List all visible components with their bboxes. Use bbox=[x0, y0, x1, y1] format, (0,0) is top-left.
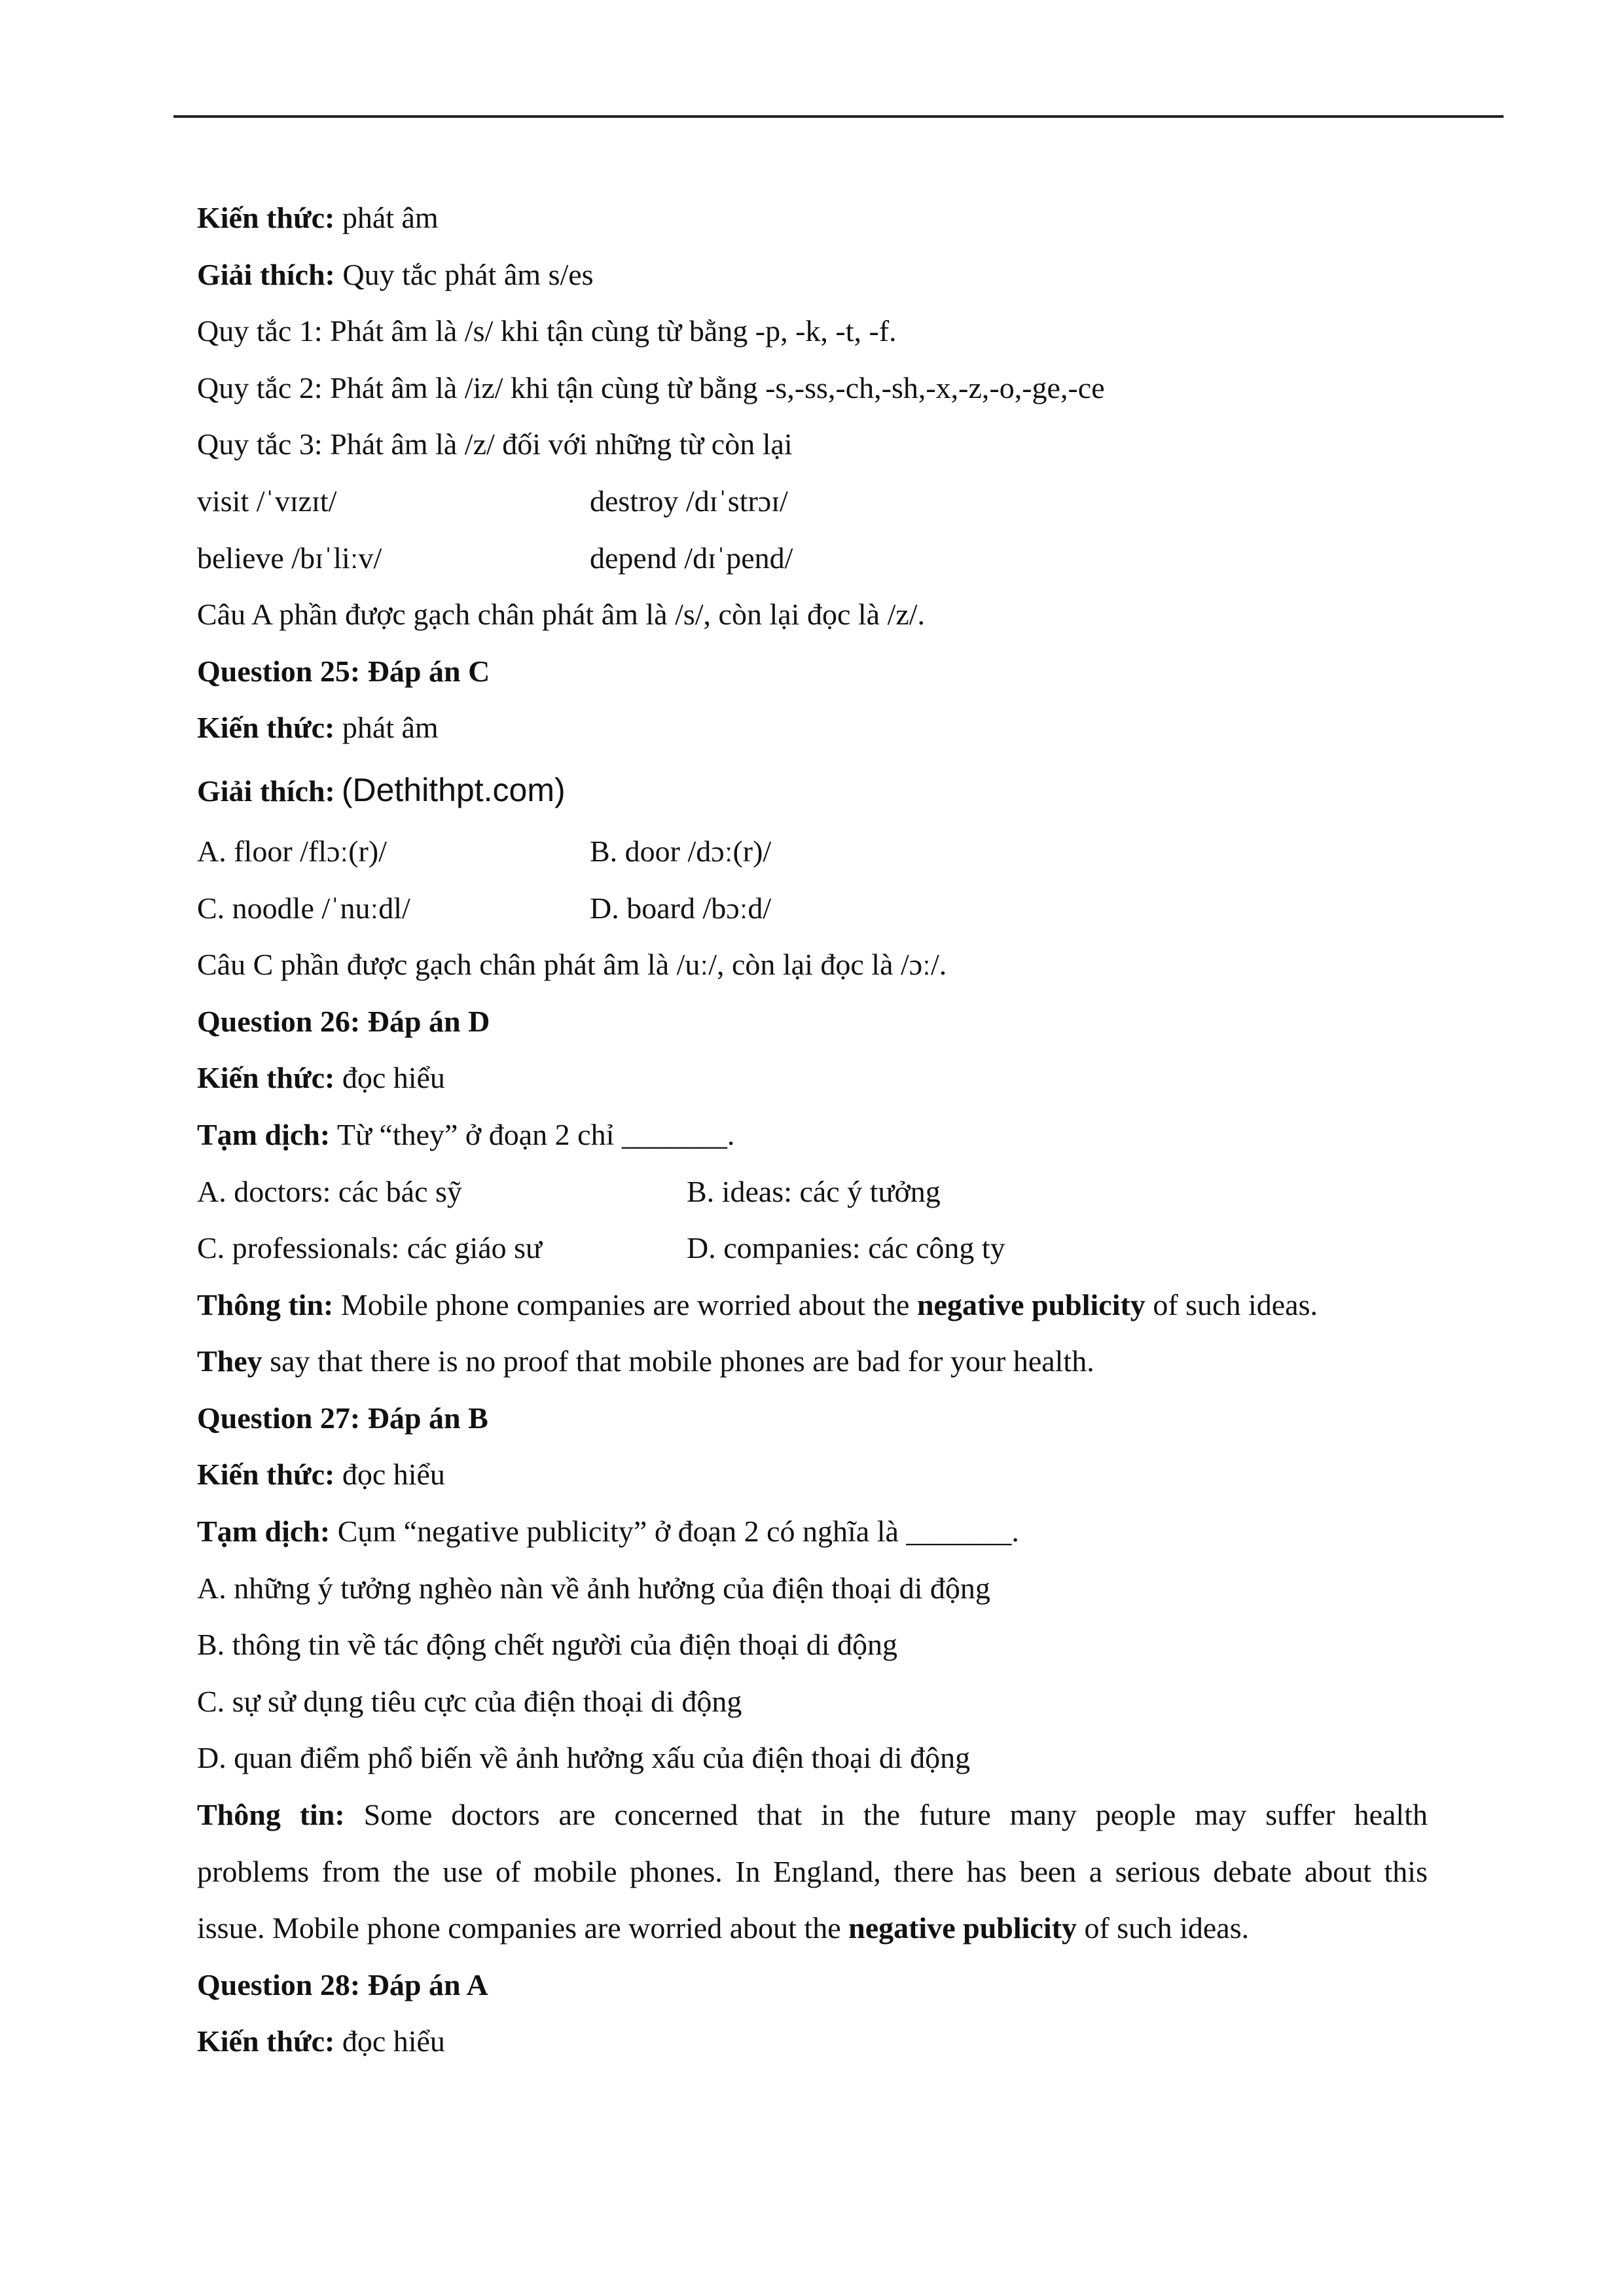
q27-info-line-1: Thông tin: Some doctors are concerned that in the future many people may suffer health bbox=[197, 1798, 1428, 1832]
q25-option-row: C. noodle /ˈnuːdl/ D. board /bɔːd/ bbox=[197, 891, 772, 925]
word-pair-row: visit /ˈvɪzɪt/ destroy /dɪˈstrɔɪ/ bbox=[197, 484, 788, 518]
q25-option-row: A. floor /flɔː(r)/ B. door /dɔː(r)/ bbox=[197, 834, 772, 868]
q26-option-row: C. professionals: các giáo sư D. companies: các công ty bbox=[197, 1231, 1005, 1265]
q27-option-d: D. quan điểm phổ biến về ảnh hưởng xấu của điện thoại di động bbox=[197, 1741, 971, 1775]
q26-info: Thông tin: Mobile phone companies are worried about the negative publicity of such ideas. bbox=[197, 1287, 1318, 1321]
question-26-heading: Question 26: Đáp án D bbox=[197, 1004, 490, 1038]
rule-1: Quy tắc 1: Phát âm là /s/ khi tận cùng từ bằng -p, -k, -t, -f. bbox=[197, 314, 897, 348]
knowledge-line: Kiến thức: phát âm bbox=[197, 201, 439, 234]
document-body bbox=[197, 190, 1428, 2070]
q24-conclusion: Câu A phần được gạch chân phát âm là /s/, còn lại đọc là /z/. bbox=[197, 598, 926, 632]
q26-info-continued: They say that there is no proof that mobile phones are bad for your health. bbox=[197, 1344, 1094, 1378]
explanation-line: Giải thích: Quy tắc phát âm s/es bbox=[197, 257, 594, 291]
q26-option-row: A. doctors: các bác sỹ B. ideas: các ý tưởng bbox=[197, 1174, 941, 1208]
q26-knowledge: Kiến thức: đọc hiểu bbox=[197, 1061, 445, 1095]
q27-translation: Tạm dịch: Cụm “negative publicity” ở đoạn 2 có nghĩa là _______. bbox=[197, 1515, 1019, 1549]
q25-explanation: Giải thích: (Dethithpt.com) bbox=[197, 771, 566, 808]
q28-knowledge: Kiến thức: đọc hiểu bbox=[197, 2024, 445, 2058]
q27-option-b: B. thông tin về tác động chết người của điện thoại di động bbox=[197, 1628, 897, 1662]
question-27-heading: Question 27: Đáp án B bbox=[197, 1401, 488, 1435]
q26-translation: Tạm dịch: Từ “they” ở đoạn 2 chỉ _______. bbox=[197, 1117, 735, 1151]
q27-info-line-2: problems from the use of mobile phones. In England, there has been a serious debate about this bbox=[197, 1854, 1428, 1888]
header-rule bbox=[173, 115, 1504, 118]
rule-2: Quy tắc 2: Phát âm là /iz/ khi tận cùng từ bằng -s,-ss,-ch,-sh,-x,-z,-o,-ge,-ce bbox=[197, 370, 1105, 404]
q27-option-c: C. sự sử dụng tiêu cực của điện thoại di động bbox=[197, 1684, 742, 1718]
q27-knowledge: Kiến thức: đọc hiểu bbox=[197, 1458, 445, 1492]
source-watermark: (Dethithpt.com) bbox=[341, 771, 566, 808]
question-28-heading: Question 28: Đáp án A bbox=[197, 1967, 488, 2001]
question-25-heading: Question 25: Đáp án C bbox=[197, 654, 490, 688]
q27-info-line-3: issue. Mobile phone companies are worried about the negative publicity of such ideas. bbox=[197, 1911, 1250, 1945]
q27-option-a: A. những ý tưởng nghèo nàn về ảnh hưởng của điện thoại di động bbox=[197, 1571, 990, 1605]
q25-conclusion: Câu C phần được gạch chân phát âm là /uː/, còn lại đọc là /ɔː/. bbox=[197, 948, 947, 982]
q25-knowledge: Kiến thức: phát âm bbox=[197, 711, 439, 745]
word-pair-row: believe /bɪˈliːv/ depend /dɪˈpend/ bbox=[197, 541, 793, 575]
rule-3: Quy tắc 3: Phát âm là /z/ đối với những từ còn lại bbox=[197, 427, 793, 461]
